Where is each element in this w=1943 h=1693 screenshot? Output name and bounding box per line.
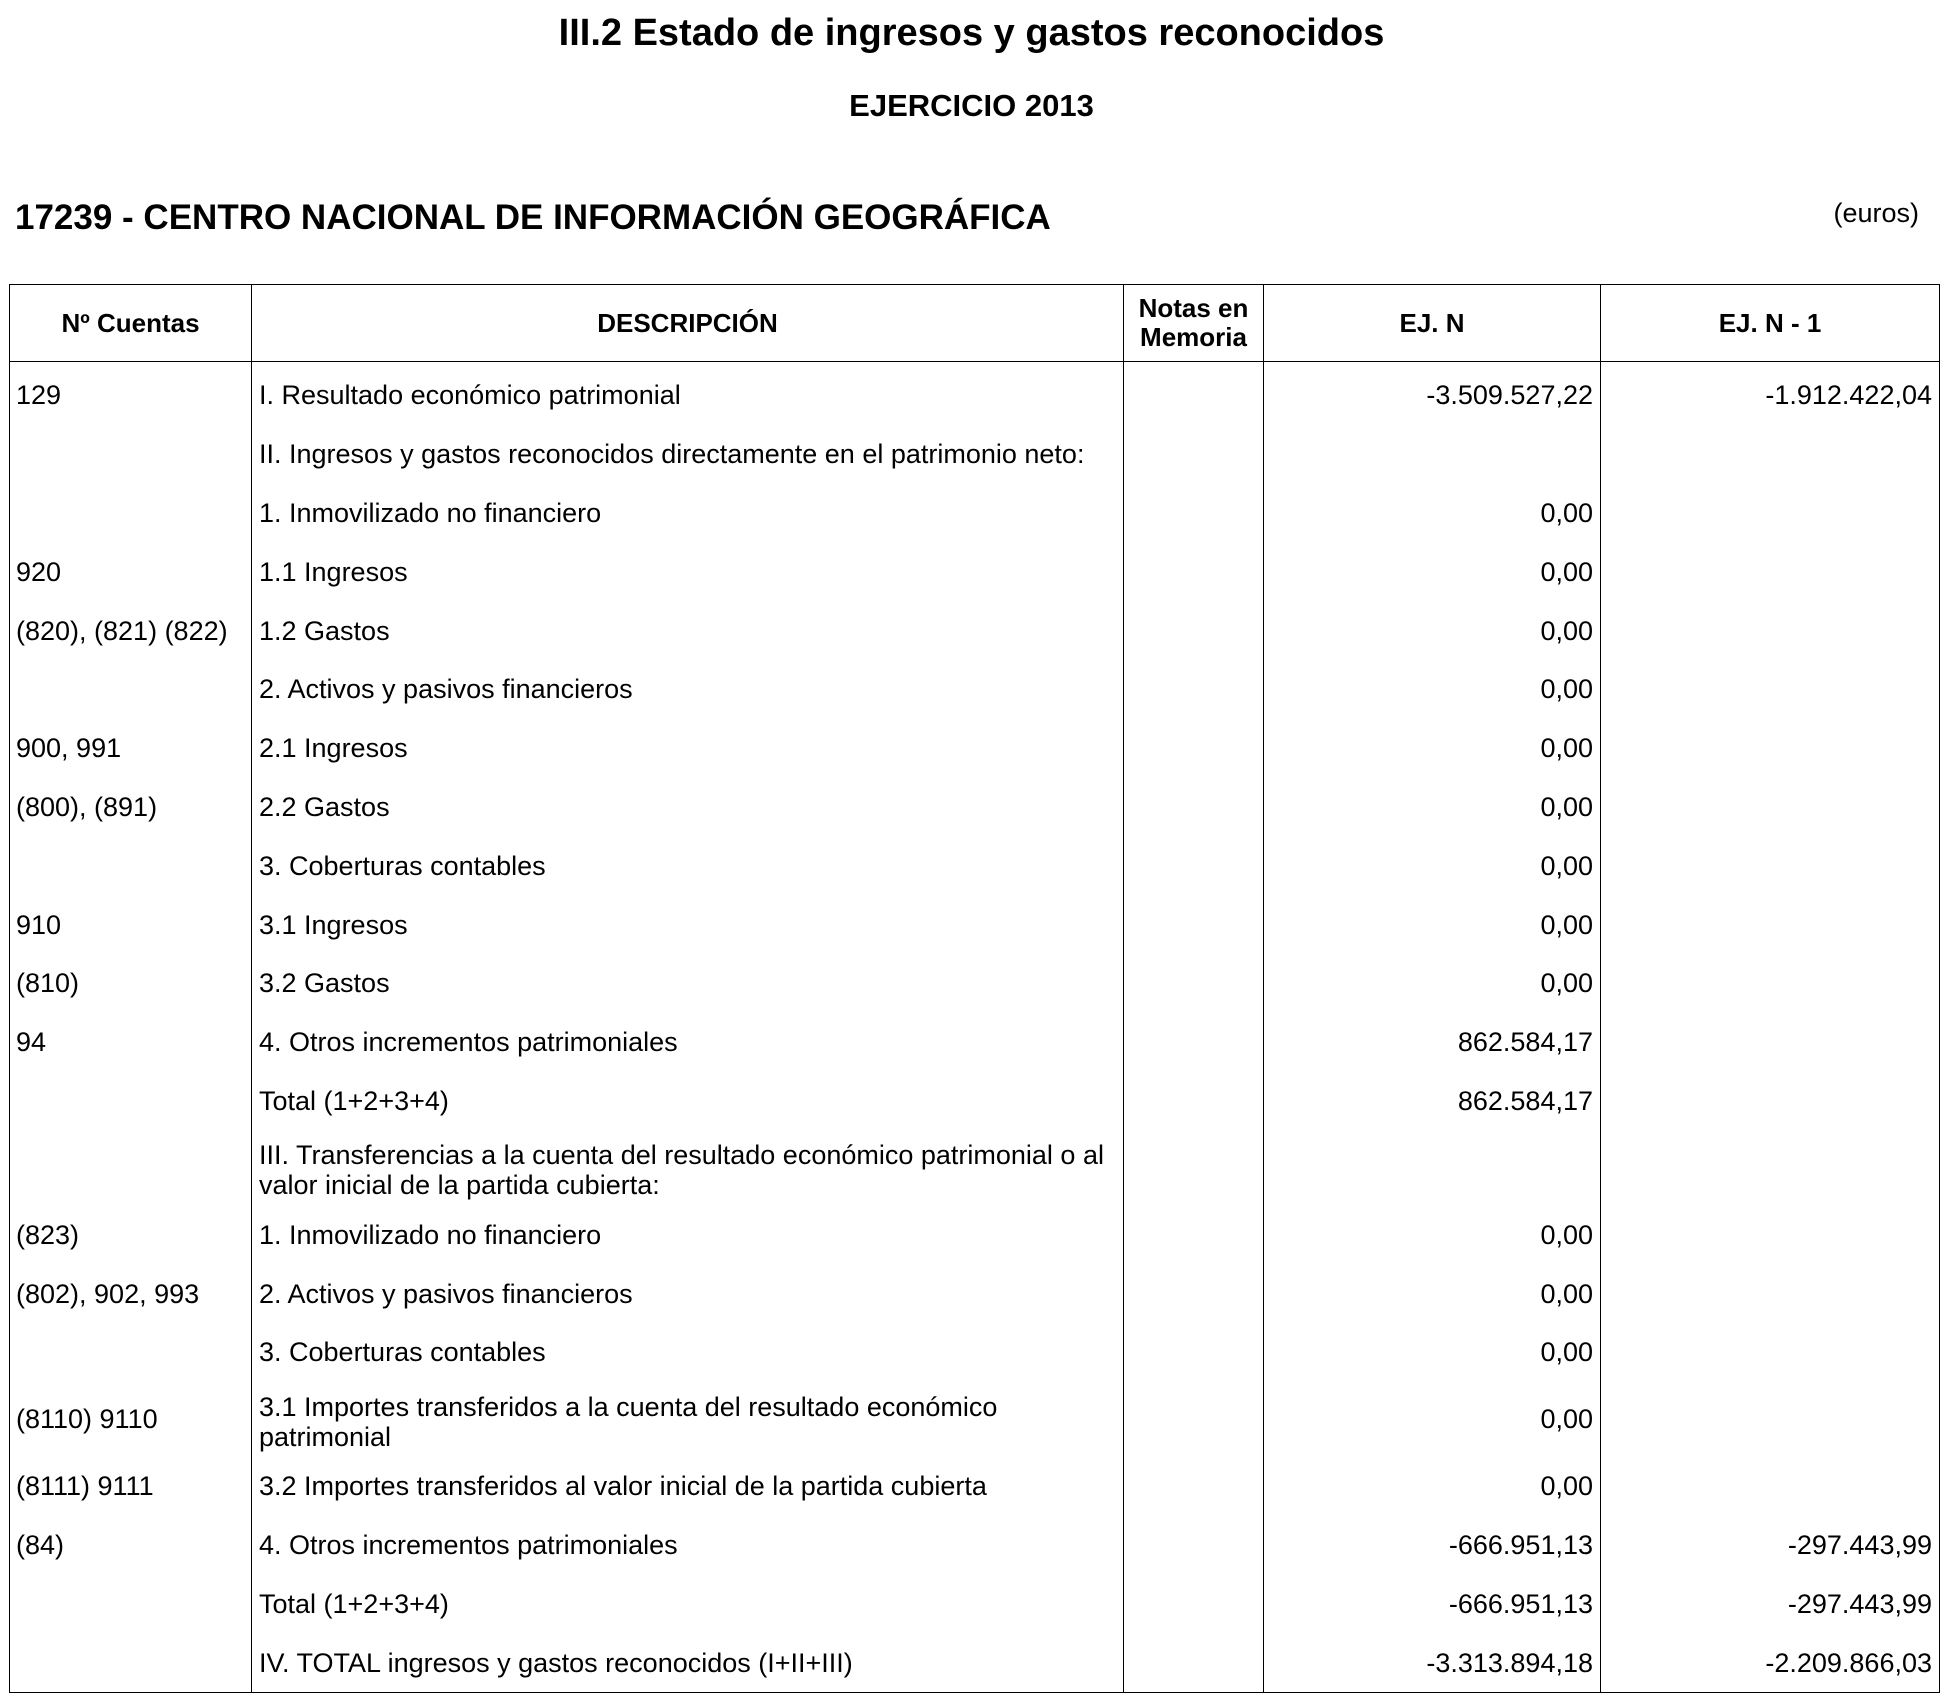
- description-cell: 4. Otros incrementos patrimoniales: [252, 1516, 1124, 1575]
- previous-year-cell: -2.209.866,03: [1601, 1633, 1940, 1692]
- notes-cell: [1124, 601, 1264, 660]
- accounts-cell: [10, 425, 252, 484]
- previous-year-cell: [1601, 601, 1940, 660]
- column-header-notes-line1: Notas en: [1138, 293, 1249, 323]
- accounts-cell: 920: [10, 542, 252, 601]
- notes-cell: [1124, 660, 1264, 719]
- notes-cell: [1124, 484, 1264, 543]
- current-year-cell: 0,00: [1264, 542, 1601, 601]
- current-year-cell: 0,00: [1264, 601, 1601, 660]
- description-cell: 1. Inmovilizado no financiero: [252, 1205, 1124, 1264]
- current-year-cell: 862.584,17: [1264, 1013, 1601, 1072]
- description-cell: 4. Otros incrementos patrimoniales: [252, 1013, 1124, 1072]
- entity-heading: 17239 - CENTRO NACIONAL DE INFORMACIÓN GEOGRÁFICA: [15, 198, 1051, 237]
- table-row: [10, 1205, 1940, 1264]
- report-title: III.2 Estado de ingresos y gastos reconocidos: [558, 12, 1385, 54]
- accounts-cell: (84): [10, 1516, 252, 1575]
- previous-year-cell: [1601, 1382, 1940, 1457]
- description-cell: 3. Coberturas contables: [252, 836, 1124, 895]
- column-header-previous-year: EJ. N - 1: [1601, 285, 1940, 362]
- notes-cell: [1124, 425, 1264, 484]
- current-year-cell: 0,00: [1264, 484, 1601, 543]
- accounts-cell: [10, 660, 252, 719]
- table-row: [10, 425, 1940, 484]
- notes-cell: [1124, 1013, 1264, 1072]
- current-year-cell: -3.509.527,22: [1264, 362, 1601, 425]
- table-header-row: [10, 285, 1940, 362]
- table-row: [10, 1382, 1940, 1457]
- previous-year-cell: [1601, 1264, 1940, 1323]
- previous-year-cell: -297.443,99: [1601, 1574, 1940, 1633]
- notes-cell: [1124, 895, 1264, 954]
- notes-cell: [1124, 954, 1264, 1013]
- previous-year-cell: [1601, 1205, 1940, 1264]
- description-cell: 1.1 Ingresos: [252, 542, 1124, 601]
- accounts-cell: (820), (821) (822): [10, 601, 252, 660]
- table-row: [10, 836, 1940, 895]
- accounts-cell: (823): [10, 1205, 252, 1264]
- notes-cell: [1124, 1323, 1264, 1382]
- table-row: [10, 542, 1940, 601]
- table-row: [10, 1516, 1940, 1575]
- previous-year-cell: [1601, 1013, 1940, 1072]
- currency-units-label: (euros): [1833, 198, 1919, 228]
- current-year-cell: 0,00: [1264, 1457, 1601, 1516]
- accounts-cell: 94: [10, 1013, 252, 1072]
- current-year-cell: -3.313.894,18: [1264, 1633, 1601, 1692]
- current-year-cell: 0,00: [1264, 660, 1601, 719]
- description-cell: Total (1+2+3+4): [252, 1072, 1124, 1131]
- previous-year-cell: [1601, 1323, 1940, 1382]
- table-row: [10, 719, 1940, 778]
- previous-year-cell: [1601, 778, 1940, 837]
- notes-cell: [1124, 1633, 1264, 1692]
- previous-year-cell: -1.912.422,04: [1601, 362, 1940, 425]
- current-year-cell: -666.951,13: [1264, 1574, 1601, 1633]
- accounts-cell: [10, 1574, 252, 1633]
- table-row: [10, 362, 1940, 425]
- accounts-cell: (802), 902, 993: [10, 1264, 252, 1323]
- description-cell: I. Resultado económico patrimonial: [252, 362, 1124, 425]
- notes-cell: [1124, 1382, 1264, 1457]
- accounts-cell: [10, 1130, 252, 1205]
- accounts-cell: [10, 836, 252, 895]
- current-year-cell: 0,00: [1264, 778, 1601, 837]
- column-header-description: DESCRIPCIÓN: [252, 285, 1124, 362]
- table-row: [10, 484, 1940, 543]
- previous-year-cell: [1601, 484, 1940, 543]
- current-year-cell: 0,00: [1264, 1323, 1601, 1382]
- previous-year-cell: [1601, 719, 1940, 778]
- table-row: [10, 1457, 1940, 1516]
- accounts-cell: [10, 1323, 252, 1382]
- notes-cell: [1124, 1516, 1264, 1575]
- column-header-notes-line2: Memoria: [1140, 322, 1247, 352]
- current-year-cell: 0,00: [1264, 954, 1601, 1013]
- description-cell: 3.2 Importes transferidos al valor inicial de la partida cubierta: [252, 1457, 1124, 1516]
- table-row: [10, 778, 1940, 837]
- description-cell: II. Ingresos y gastos reconocidos directamente en el patrimonio neto:: [252, 425, 1124, 484]
- table-row: [10, 954, 1940, 1013]
- column-header-current-year: EJ. N: [1264, 285, 1601, 362]
- notes-cell: [1124, 1072, 1264, 1131]
- description-cell: 3.1 Importes transferidos a la cuenta del resultado económico patrimonial: [252, 1382, 1124, 1457]
- table-row: [10, 601, 1940, 660]
- table-row: [10, 1130, 1940, 1205]
- notes-cell: [1124, 1574, 1264, 1633]
- accounts-cell: (810): [10, 954, 252, 1013]
- current-year-cell: -666.951,13: [1264, 1516, 1601, 1575]
- current-year-cell: 0,00: [1264, 836, 1601, 895]
- description-cell: 1. Inmovilizado no financiero: [252, 484, 1124, 543]
- notes-cell: [1124, 836, 1264, 895]
- previous-year-cell: [1601, 1457, 1940, 1516]
- accounts-cell: [10, 1072, 252, 1131]
- previous-year-cell: [1601, 660, 1940, 719]
- column-header-accounts: Nº Cuentas: [10, 285, 252, 362]
- table-row: [10, 1633, 1940, 1692]
- accounts-cell: 129: [10, 362, 252, 425]
- description-cell: 2.1 Ingresos: [252, 719, 1124, 778]
- description-cell: 3.1 Ingresos: [252, 895, 1124, 954]
- table-row: [10, 1323, 1940, 1382]
- notes-cell: [1124, 719, 1264, 778]
- previous-year-cell: [1601, 425, 1940, 484]
- table-row: [10, 895, 1940, 954]
- description-cell: 3.2 Gastos: [252, 954, 1124, 1013]
- previous-year-cell: [1601, 542, 1940, 601]
- table-row: [10, 1264, 1940, 1323]
- accounts-cell: (8111) 9111: [10, 1457, 252, 1516]
- previous-year-cell: [1601, 895, 1940, 954]
- current-year-cell: [1264, 1130, 1601, 1205]
- previous-year-cell: -297.443,99: [1601, 1516, 1940, 1575]
- income-expense-table: [9, 284, 1940, 1693]
- accounts-cell: [10, 484, 252, 543]
- fiscal-year-subtitle: EJERCICIO 2013: [849, 88, 1094, 123]
- description-cell: 2. Activos y pasivos financieros: [252, 1264, 1124, 1323]
- column-header-notes: [1124, 285, 1264, 362]
- table-row: [10, 1013, 1940, 1072]
- table-row: [10, 1072, 1940, 1131]
- notes-cell: [1124, 362, 1264, 425]
- accounts-cell: 910: [10, 895, 252, 954]
- current-year-cell: [1264, 425, 1601, 484]
- accounts-cell: [10, 1633, 252, 1692]
- current-year-cell: 0,00: [1264, 1382, 1601, 1457]
- notes-cell: [1124, 1264, 1264, 1323]
- notes-cell: [1124, 1205, 1264, 1264]
- description-cell: Total (1+2+3+4): [252, 1574, 1124, 1633]
- table-row: [10, 660, 1940, 719]
- description-cell: 2.2 Gastos: [252, 778, 1124, 837]
- previous-year-cell: [1601, 1130, 1940, 1205]
- description-cell: 3. Coberturas contables: [252, 1323, 1124, 1382]
- previous-year-cell: [1601, 1072, 1940, 1131]
- previous-year-cell: [1601, 954, 1940, 1013]
- accounts-cell: 900, 991: [10, 719, 252, 778]
- current-year-cell: 0,00: [1264, 895, 1601, 954]
- notes-cell: [1124, 1130, 1264, 1205]
- current-year-cell: 0,00: [1264, 1205, 1601, 1264]
- notes-cell: [1124, 778, 1264, 837]
- description-cell: IV. TOTAL ingresos y gastos reconocidos (I+II+III): [252, 1633, 1124, 1692]
- description-cell: III. Transferencias a la cuenta del resultado económico patrimonial o al valor inicial de la partida cubierta:: [252, 1130, 1124, 1205]
- notes-cell: [1124, 1457, 1264, 1516]
- accounts-cell: (8110) 9110: [10, 1382, 252, 1457]
- current-year-cell: 862.584,17: [1264, 1072, 1601, 1131]
- description-cell: 1.2 Gastos: [252, 601, 1124, 660]
- description-cell: 2. Activos y pasivos financieros: [252, 660, 1124, 719]
- previous-year-cell: [1601, 836, 1940, 895]
- accounts-cell: (800), (891): [10, 778, 252, 837]
- table-row: [10, 1574, 1940, 1633]
- notes-cell: [1124, 542, 1264, 601]
- current-year-cell: 0,00: [1264, 719, 1601, 778]
- current-year-cell: 0,00: [1264, 1264, 1601, 1323]
